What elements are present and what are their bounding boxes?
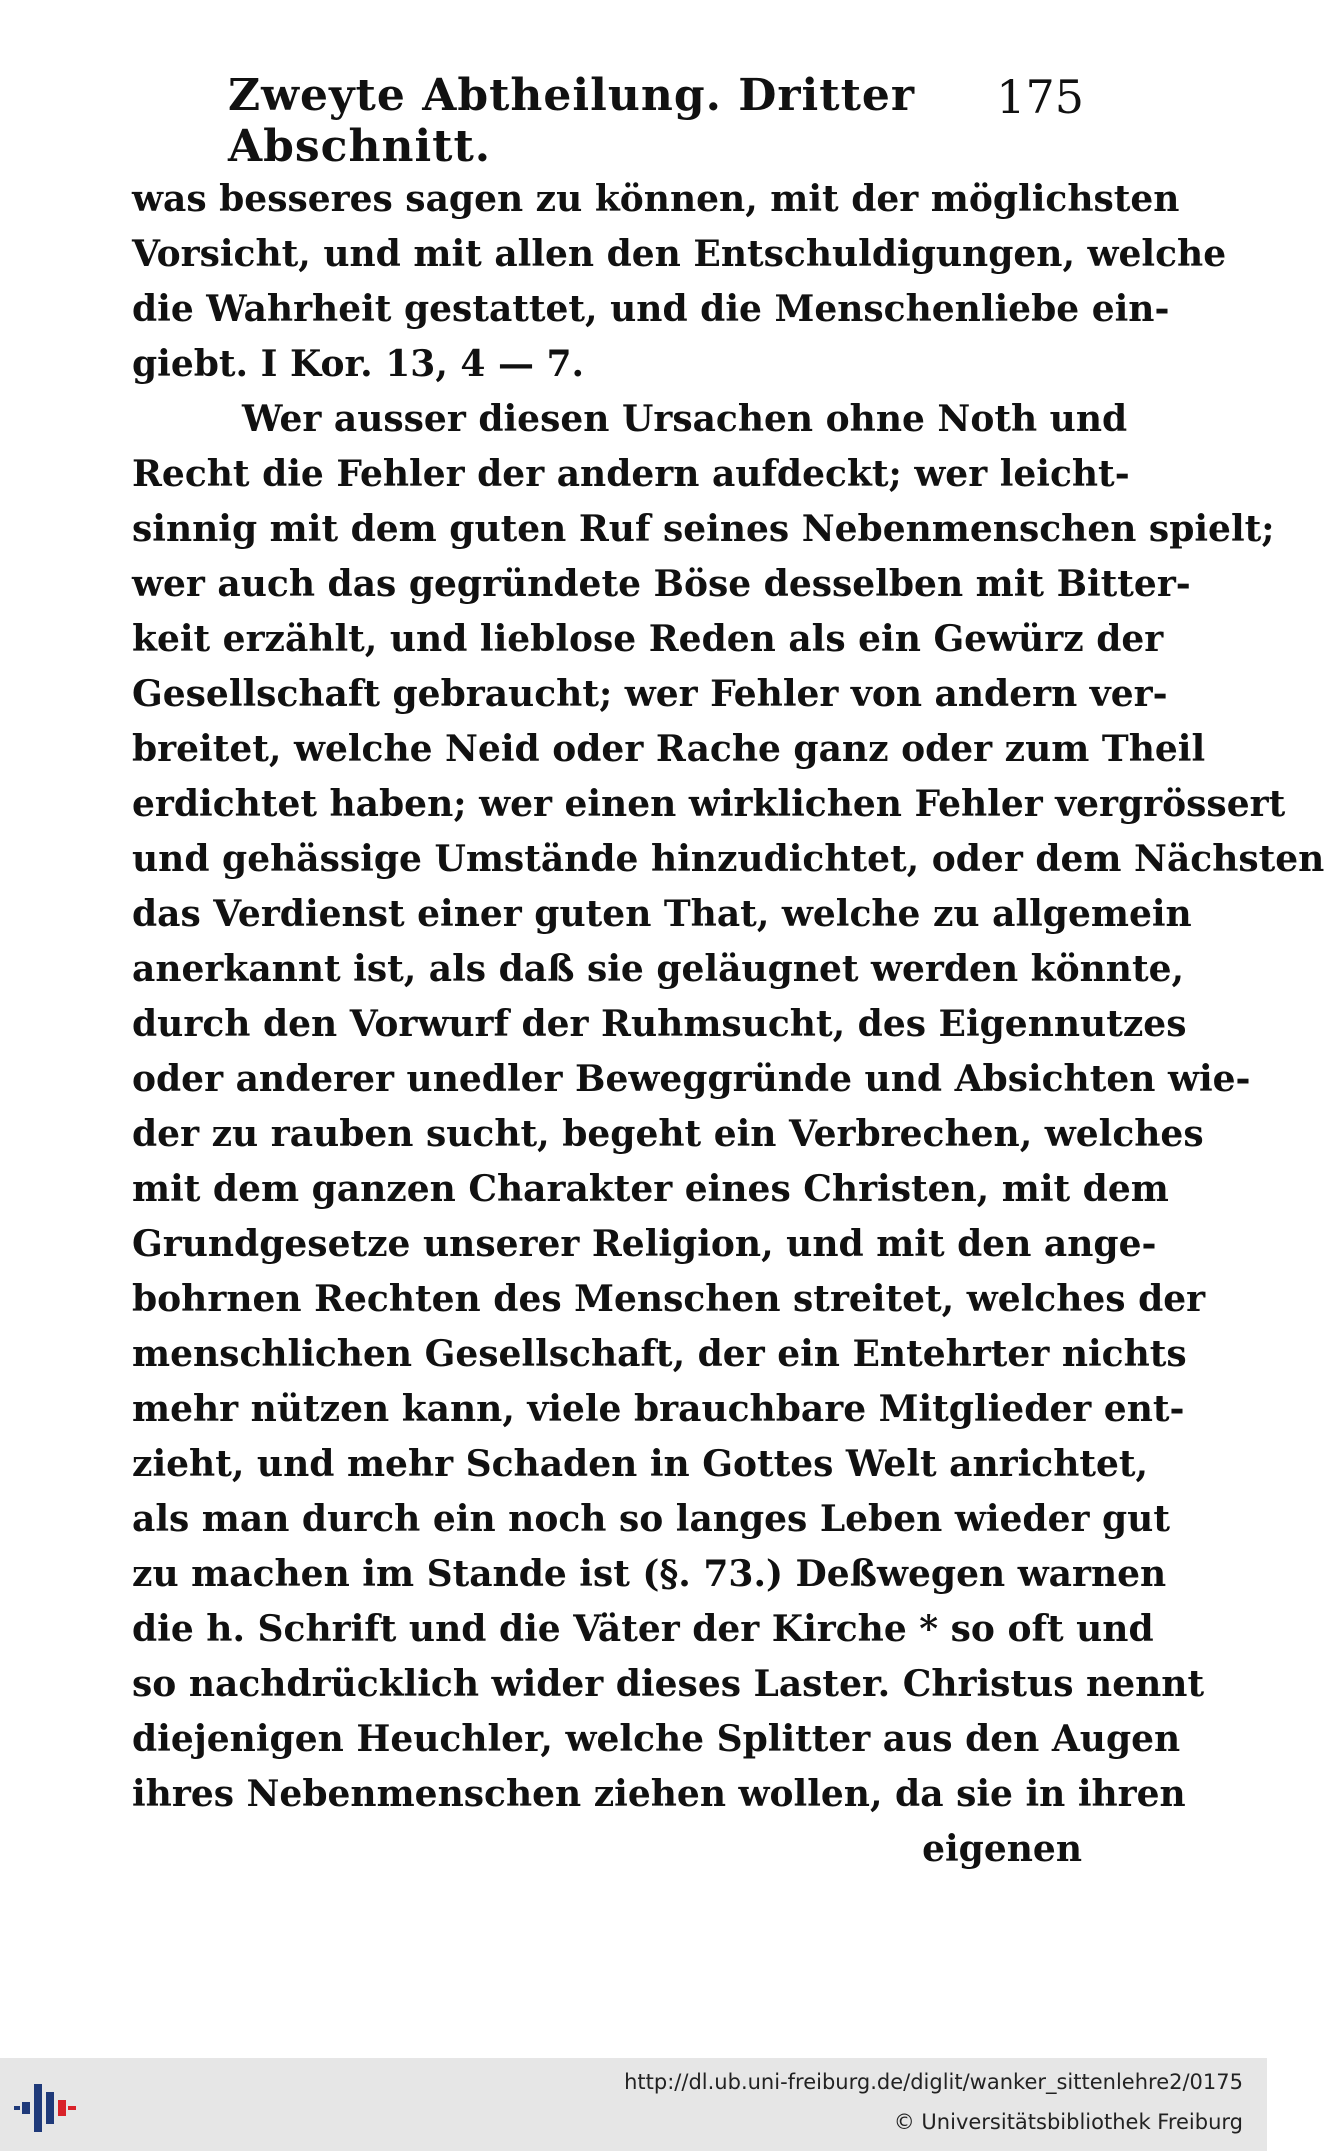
text-line: zieht, und mehr Schaden in Gottes Welt anrichtet, bbox=[132, 1443, 1149, 1485]
text-line: Wer ausser diesen Ursachen ohne Noth und bbox=[242, 398, 1128, 440]
catchword: eigenen bbox=[922, 1828, 1082, 1870]
text-line: wer auch das gegründete Böse desselben mit Bitter- bbox=[132, 563, 1191, 605]
text-line: was besseres sagen zu können, mit der möglichsten bbox=[132, 178, 1180, 220]
page-header bbox=[228, 62, 1084, 172]
text-line: diejenigen Heuchler, welche Splitter aus den Augen bbox=[132, 1718, 1181, 1760]
text-line: bohrnen Rechten des Menschen streitet, welches der bbox=[132, 1278, 1206, 1320]
copyright-notice: © Universitätsbibliothek Freiburg bbox=[893, 2110, 1243, 2134]
text-line: anerkannt ist, als daß sie geläugnet werden könnte, bbox=[132, 948, 1185, 990]
running-head: Zweyte Abtheilung. Dritter Abschnitt. bbox=[228, 70, 916, 172]
text-line: die h. Schrift und die Väter der Kirche * so oft und bbox=[132, 1608, 1154, 1650]
text-line: giebt. I Kor. 13, 4 — 7. bbox=[132, 343, 585, 385]
text-line: als man durch ein noch so langes Leben wieder gut bbox=[132, 1498, 1170, 1540]
text-line: das Verdienst einer guten That, welche zu allgemein bbox=[132, 893, 1192, 935]
text-line: Recht die Fehler der andern aufdeckt; wer leicht- bbox=[132, 453, 1130, 495]
text-line: zu machen im Stande ist (§. 73.) Deßwegen warnen bbox=[132, 1553, 1167, 1595]
text-line: so nachdrücklich wider dieses Laster. Christus nennt bbox=[132, 1663, 1205, 1705]
body-text bbox=[132, 172, 1324, 1877]
text-line: Vorsicht, und mit allen den Entschuldigungen, welche bbox=[132, 233, 1227, 275]
text-line: breitet, welche Neid oder Rache ganz oder zum Theil bbox=[132, 728, 1206, 770]
text-line: die Wahrheit gestattet, und die Menschenliebe ein- bbox=[132, 288, 1170, 330]
source-url-link[interactable]: http://dl.ub.uni-freiburg.de/diglit/wanker_sittenlehre2/0175 bbox=[624, 2070, 1243, 2094]
text-line: sinnig mit dem guten Ruf seines Nebenmenschen spielt; bbox=[132, 508, 1275, 550]
text-line: oder anderer unedler Beweggründe und Absichten wie- bbox=[132, 1058, 1251, 1100]
text-line: Grundgesetze unserer Religion, und mit den ange- bbox=[132, 1223, 1157, 1265]
text-line: keit erzählt, und lieblose Reden als ein Gewürz der bbox=[132, 618, 1164, 660]
text-line: mit dem ganzen Charakter eines Christen, mit dem bbox=[132, 1168, 1169, 1210]
text-line: durch den Vorwurf der Ruhmsucht, des Eigennutzes bbox=[132, 1003, 1187, 1045]
ub-freiburg-logo-icon[interactable] bbox=[12, 2078, 78, 2138]
text-line: und gehässige Umstände hinzudichtet, oder dem Nächsten bbox=[132, 838, 1324, 880]
text-line: Gesellschaft gebraucht; wer Fehler von andern ver- bbox=[132, 673, 1168, 715]
footer-bar bbox=[0, 2058, 1267, 2151]
text-line: mehr nützen kann, viele brauchbare Mitglieder ent- bbox=[132, 1388, 1185, 1430]
text-line: der zu rauben sucht, begeht ein Verbrechen, welches bbox=[132, 1113, 1204, 1155]
page-number: 175 bbox=[996, 70, 1084, 124]
text-line: menschlichen Gesellschaft, der ein Entehrter nichts bbox=[132, 1333, 1187, 1375]
text-line: ihres Nebenmenschen ziehen wollen, da sie in ihren bbox=[132, 1773, 1186, 1815]
text-line: erdichtet haben; wer einen wirklichen Fehler vergrössert bbox=[132, 783, 1286, 825]
